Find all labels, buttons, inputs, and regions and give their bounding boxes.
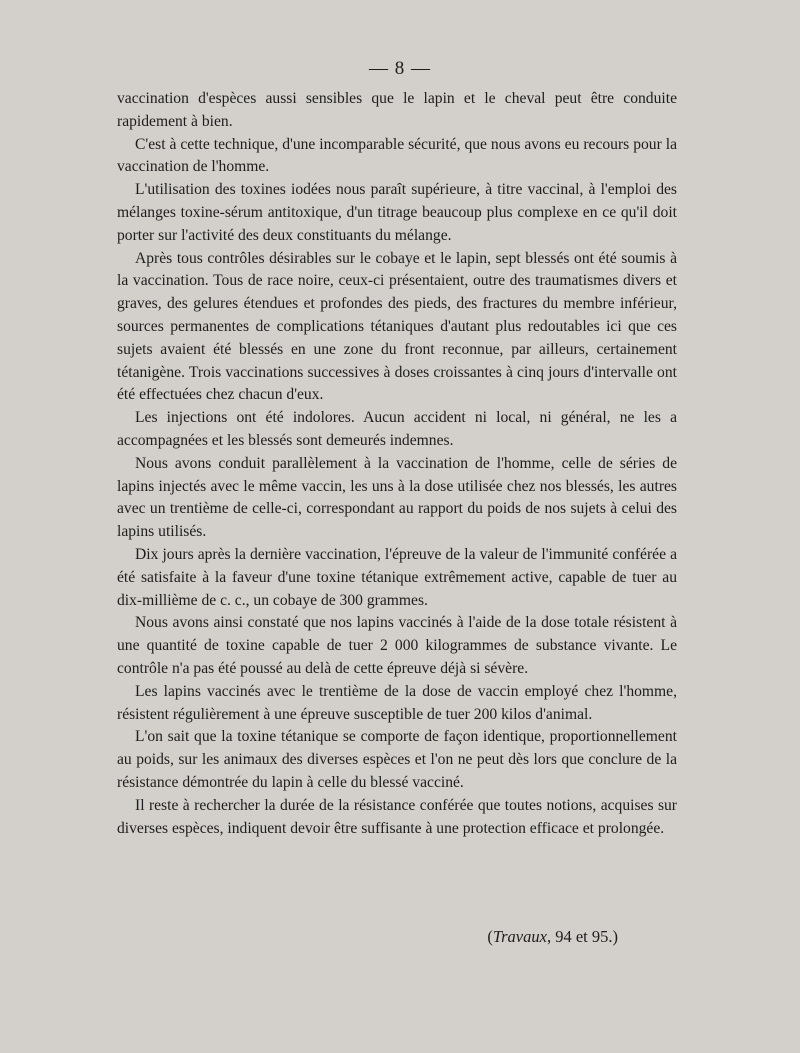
paragraph-5: Les injections ont été indolores. Aucun accident ni local, ni général, ne les a accompagnées et les blessés sont demeurés indemnes.: [117, 409, 677, 449]
page-number: — 8 —: [369, 58, 431, 79]
paragraph-6: Nous avons conduit parallèlement à la vaccination de l'homme, celle de séries de lapins injectés avec le même vaccin, les uns à la dose utilisée chez nos blessés, les autres avec un trentième de celle-ci, correspondant au rapport du poids de nos sujets à celui des lapins utilisés.: [117, 454, 677, 541]
paragraph-2: C'est à cette technique, d'une incomparable sécurité, que nous avons eu recours pour la vaccination de l'homme.: [117, 135, 677, 176]
paragraph-9: Les lapins vaccinés avec le trentième de la dose de vaccin employé chez l'homme, résistent régulièrement à une épreuve susceptible de tuer 200 kilos d'animal.: [117, 682, 677, 723]
citation-open: (: [487, 927, 493, 946]
citation-rest: , 94 et 95.): [546, 927, 618, 946]
paragraph-4: Après tous contrôles désirables sur le cobaye et le lapin, sept blessés ont été soumis à la vaccination. Tous de race noire, ceux-ci présentaient, outre des traumatismes divers et graves, des gelures étendues et profondes des pieds, des fractures du membre inférieur, sources permanentes de complications tétaniques d'autant plus redoutables ici que ces sujets avaient été blessés en une zone du front reconnue, par ailleurs, certainement tétanigène. Trois vaccinations successives à doses croissantes à cinq jours d'intervalle ont été effectuées chez chacun d'eux.: [117, 249, 677, 404]
body-text: [117, 88, 677, 840]
citation-title: Travaux: [492, 927, 547, 946]
paragraph-7: Dix jours après la dernière vaccination, l'épreuve de la valeur de l'immunité conférée a été satisfaite à la faveur d'une toxine tétanique extrêmement active, capable de tuer au dix-millième de c. c., un cobaye de 300 grammes.: [117, 545, 677, 609]
paragraph-8: Nous avons ainsi constaté que nos lapins vaccinés à l'aide de la dose totale résistent à une quantité de toxine capable de tuer 2 000 kilogrammes de substance vivante. Le contrôle n'a pas été poussé au delà de cette épreuve déjà si sévère.: [117, 614, 677, 677]
paragraph-11: Il reste à rechercher la durée de la résistance conférée que toutes notions, acquises sur diverses espèces, indiquent devoir être suffisante à une protection efficace et prolongée.: [117, 796, 677, 837]
paragraph-3: L'utilisation des toxines iodées nous paraît supérieure, à titre vaccinal, à l'emploi des mélanges toxine-sérum antitoxique, d'un titrage beaucoup plus complexe en ce qu'il doit porter sur l'activité des deux constituants du mélange.: [117, 181, 677, 244]
citation: [0, 927, 618, 947]
paragraph-1: vaccination d'espèces aussi sensibles que le lapin et le cheval peut être conduite rapidement à bien.: [117, 90, 677, 130]
paragraph-10: L'on sait que la toxine tétanique se comporte de façon identique, proportionnellement au poids, sur les animaux des diverses espèces et l'on ne peut dès lors que conclure de la résistance démontrée du lapin à celle du blessé vacciné.: [117, 728, 677, 791]
